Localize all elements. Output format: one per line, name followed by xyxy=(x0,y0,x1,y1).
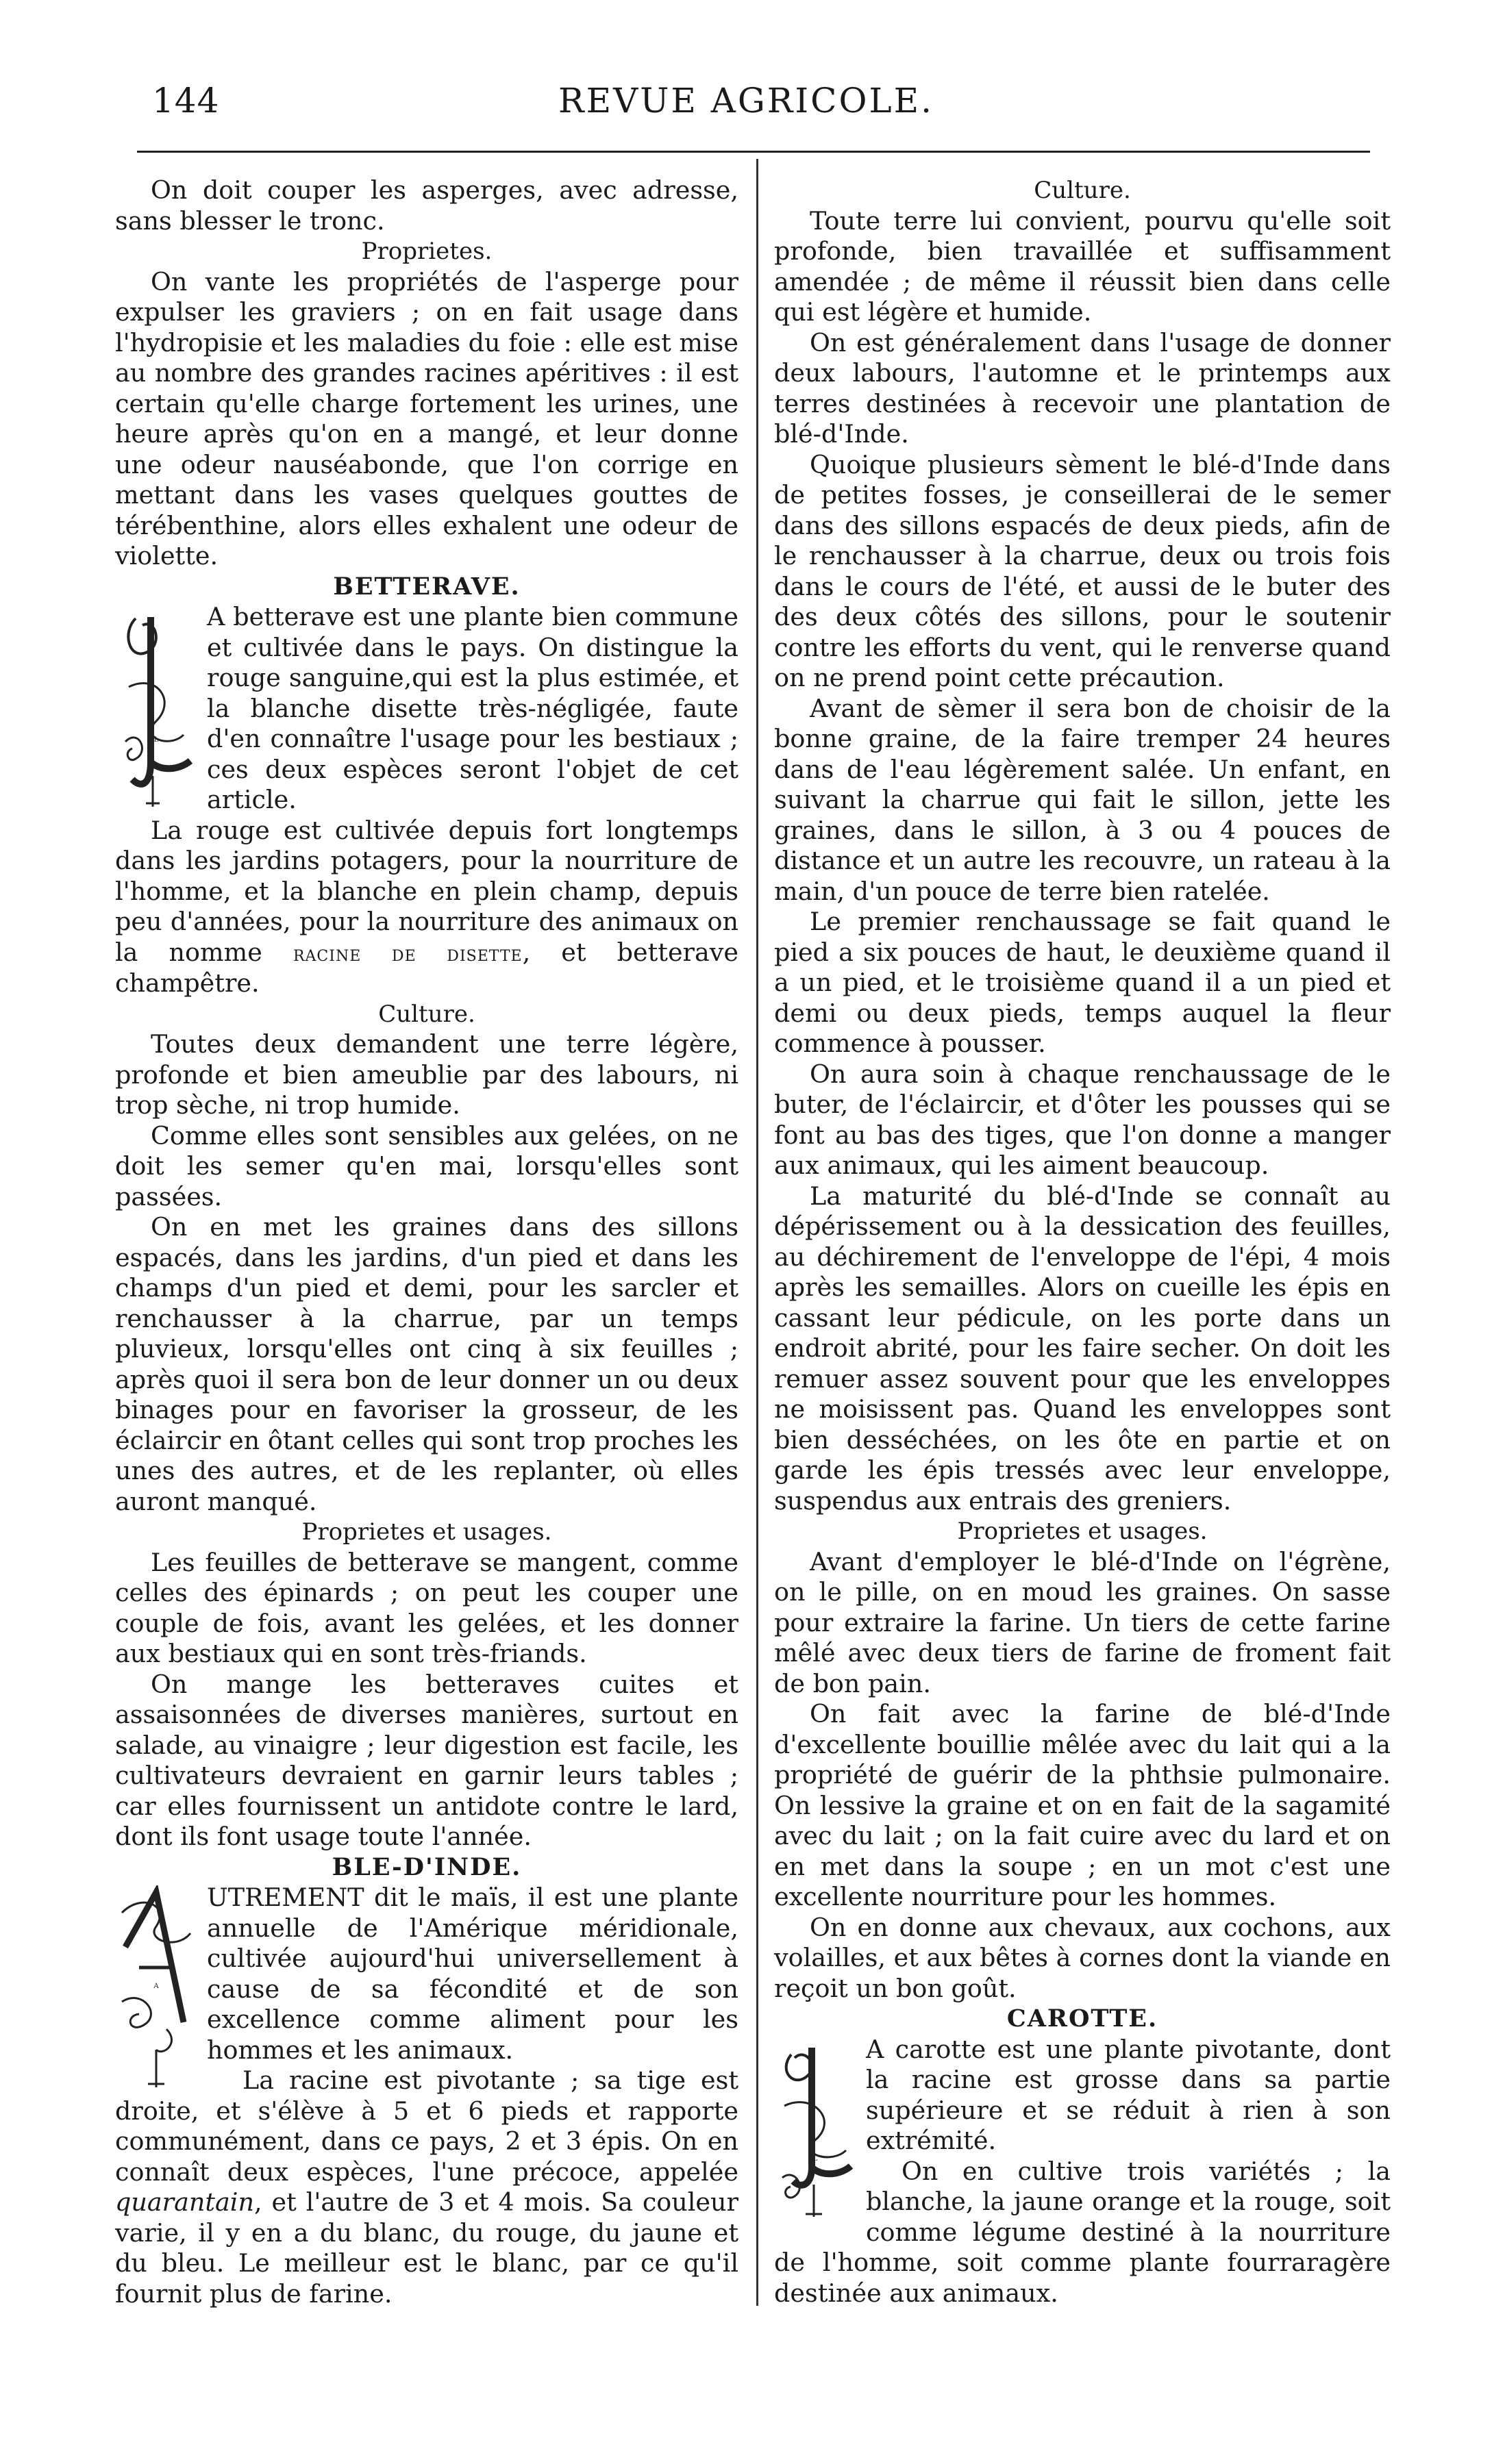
right-column xyxy=(774,175,1391,2309)
paragraph: Le premier renchaussage se fait quand le pied a six pouces de haut, le deuxième quand il a un pied, et le troisième quand il a un pied et demi ou deux pieds, temps auquel la fleur commence à pousser. xyxy=(774,907,1391,1058)
section-heading-carotte: CAROTTE. xyxy=(1006,2004,1158,2033)
carotte-intro xyxy=(774,2035,1391,2309)
ornamental-initial-a xyxy=(115,1885,197,2091)
running-header xyxy=(0,81,1492,136)
ornamental-initial-l xyxy=(774,2037,856,2221)
italic-term: quarantain xyxy=(115,2187,254,2217)
small-caps-term: racine de disette xyxy=(293,940,523,966)
column-divider xyxy=(756,159,758,2306)
page-number: 144 xyxy=(152,81,220,121)
paragraph: A betterave est une plante bien commune et cultivée dans le pays. On distingue la rouge sanguine,qui est la plus estimée, et la blanche disette très-négligée, faute d'en connaître l'usage pour les bestiaux ; ces deux espèces seront l'objet de cet article. xyxy=(207,602,738,814)
paragraph: Avant d'employer le blé-d'Inde on l'égrène, on le pille, on en moud les graines. On sasse pour extraire la farine. Un tiers de cette farine mêlé avec deux tiers de farine de froment fait de bon pain. xyxy=(774,1546,1391,1698)
paragraph: Toute terre lui convient, pourvu qu'elle soit profonde, bien travaillée et suffisamment amendée ; de même il réussit bien dans celle qui est légère et humide. xyxy=(774,205,1391,327)
subheading: Proprietes et usages. xyxy=(301,1518,552,1546)
paragraph: Avant de sèmer il sera bon de choisir de la bonne graine, de la faire tremper 24 heures dans de l'eau légèrement salée. Un enfant, en suivant la charrue qui fait le sillon, jette les graines, dans le sillon, à 3 ou 4 pouces de distance et un autre les recouvre, un rateau à la main, d'un pouce de terre bien ratelée. xyxy=(774,693,1391,906)
header-rule xyxy=(137,151,1370,153)
svg-text:L: L xyxy=(153,736,159,744)
paragraph: On mange les betteraves cuites et assaisonnées de diverses manières, surtout en salade, au vinaigre ; leur digestion est facile, les cultivateurs devraient en garnir leurs tables ; car elles fournissent un antidote contre le lard, dont ils font usage toute l'année. xyxy=(115,1669,738,1851)
paragraph: On en met les graines dans des sillons espacés, dans les jardins, d'un pied et dans les champs d'un pied et demi, pour les sarcler et renchausser à la charrue, par un temps pluvieux, lorsqu'elles ont cinq à six feuilles ; après quoi il sera bon de leur donner un ou deux binages pour en favoriser la grosseur, de les éclaircir en ôtant celles qui sont trop proches les unes des autres, et de les replanter, où elles auront manqué. xyxy=(115,1212,738,1516)
subheading: Culture. xyxy=(1034,177,1131,204)
paragraph: A carotte est une plante pivotante, dont la racine est grosse dans sa partie supérieure et se réduit à rien à son extrémité. xyxy=(866,2034,1391,2155)
paragraph: On vante les propriétés de l'asperge pour expulser les graviers ; on en fait usage dans l'hydropisie et les maladies du foie : elle est mise au nombre des grandes racines apéritives : il est certain qu'elle charge fortement les urines, une heure après qu'on en a mangé, et leur donne une odeur nauséabonde, que l'on corrige en mettant dans les vases quelques gouttes de térébenthine, alors elles exhalent une odeur de violette. xyxy=(115,266,738,570)
paragraph: La racine est pivotante ; sa tige est droite, et s'élève à 5 et 6 pieds et rapporte communément, dans ce pays, 2 et 3 épis. On en connaît deux espèces, l'une précoce, appelée quarantain, et l'autre de 3 et 4 mois. Sa couleur varie, il y en a du blanc, du rouge, du jaune et du bleu. Le meilleur est le blanc, par ce qu'il fournit plus de farine. xyxy=(115,2065,738,2309)
running-title: REVUE AGRICOLE. xyxy=(558,81,934,121)
paragraph: Toutes deux demandent une terre légère, profonde et bien ameublie par des labours, ni trop sèche, ni trop humide. xyxy=(115,1029,738,1120)
svg-text:A: A xyxy=(153,1983,159,1990)
paragraph: UTREMENT dit le maïs, il est une plante annuelle de l'Amérique méridionale, cultivée aujourd'hui universellement à cause de sa fécondité et de son excellence comme aliment pour les hommes et les animaux. xyxy=(207,1883,738,2065)
paragraph: Quoique plusieurs sèment le blé-d'Inde dans de petites fosses, je conseillerai de le semer dans des sillons espacés de deux pieds, afin de le renchausser à la charrue, deux ou trois fois dans le cours de l'été, et aussi de le buter des des deux côtés des sillons, pour le soutenir contre les efforts du vent, qui le renverse quand on ne prend point cette précaution. xyxy=(774,449,1391,692)
paragraph: On est généralement dans l'usage de donner deux labours, l'automne et le printemps aux terres destinées à recevoir une plantation de blé-d'Inde. xyxy=(774,327,1391,449)
paragraph: On fait avec la farine de blé-d'Inde d'excellente bouillie mêlée avec du lait qui a la propriété de guérir de la phthsie pulmonaire. On lessive la graine et on en fait de la sagamité avec du lait ; on la fait cuire avec du lard et on en met dans la soupe ; en un mot c'est une excellente nourriture pour les hommes. xyxy=(774,1699,1391,1911)
section-heading-ble-dinde: BLE-D'INDE. xyxy=(332,1852,522,1881)
ornamental-initial-l xyxy=(115,605,197,810)
paragraph: On aura soin à chaque renchaussage de le buter, de l'éclaircir, et d'ôter les pousses qui se font au bas des tiges, que l'on donne a manger aux animaux, qui les aiment beaucoup. xyxy=(774,1059,1391,1180)
betterave-intro xyxy=(115,602,738,816)
paragraph: Les feuilles de betterave se mangent, comme celles des épinards ; on peut les couper une couple de fois, avant les gelées, et les donner aux bestiaux qui en sont très-friands. xyxy=(115,1547,738,1668)
subheading: Culture. xyxy=(378,1000,475,1028)
section-heading-betterave: BETTERAVE. xyxy=(333,572,521,601)
paragraph: On en donne aux chevaux, aux cochons, aux volailles, et aux bêtes à cornes dont la viande en reçoit un bon goût. xyxy=(774,1912,1391,2003)
svg-text:L: L xyxy=(812,2154,818,2163)
paragraph: La maturité du blé-d'Inde se connaît au dépérissement ou à la dessication des feuilles, au déchirement de l'enveloppe de l'épi, 4 mois après les semailles. Alors on cueille les épis en cassant leur pédicule, on les porte dans un endroit abrité, pour les faire secher. On doit les remuer assez souvent pour que les enveloppes ne moisissent pas. Quand les enveloppes sont bien desséchées, on les ôte en partie et on garde les épis tressés avec leur enveloppe, suspendus aux entrais des greniers. xyxy=(774,1181,1391,1516)
subheading: Proprietes et usages. xyxy=(957,1518,1208,1545)
paragraph: La rouge est cultivée depuis fort longtemps dans les jardins potagers, pour la nourriture de l'homme, et la blanche en plein champ, depuis peu d'années, pour la nourriture des animaux on la nomme racine de disette, et betterave champêtre. xyxy=(115,815,738,998)
paragraph: Comme elles sont sensibles aux gelées, on ne doit les semer qu'en mai, lorsqu'elles sont passées. xyxy=(115,1120,738,1211)
paragraph: On en cultive trois variétés ; la blanche, la jaune orange et la rouge, soit comme légume destiné à la nourriture de l'homme, soit comme plante fourraragère destinée aux animaux. xyxy=(774,2156,1391,2308)
left-column xyxy=(115,175,738,2309)
subheading: Proprietes. xyxy=(361,238,493,265)
ble-intro xyxy=(115,1883,738,2065)
paragraph: On doit couper les asperges, avec adresse, sans blesser le tronc. xyxy=(115,175,738,236)
